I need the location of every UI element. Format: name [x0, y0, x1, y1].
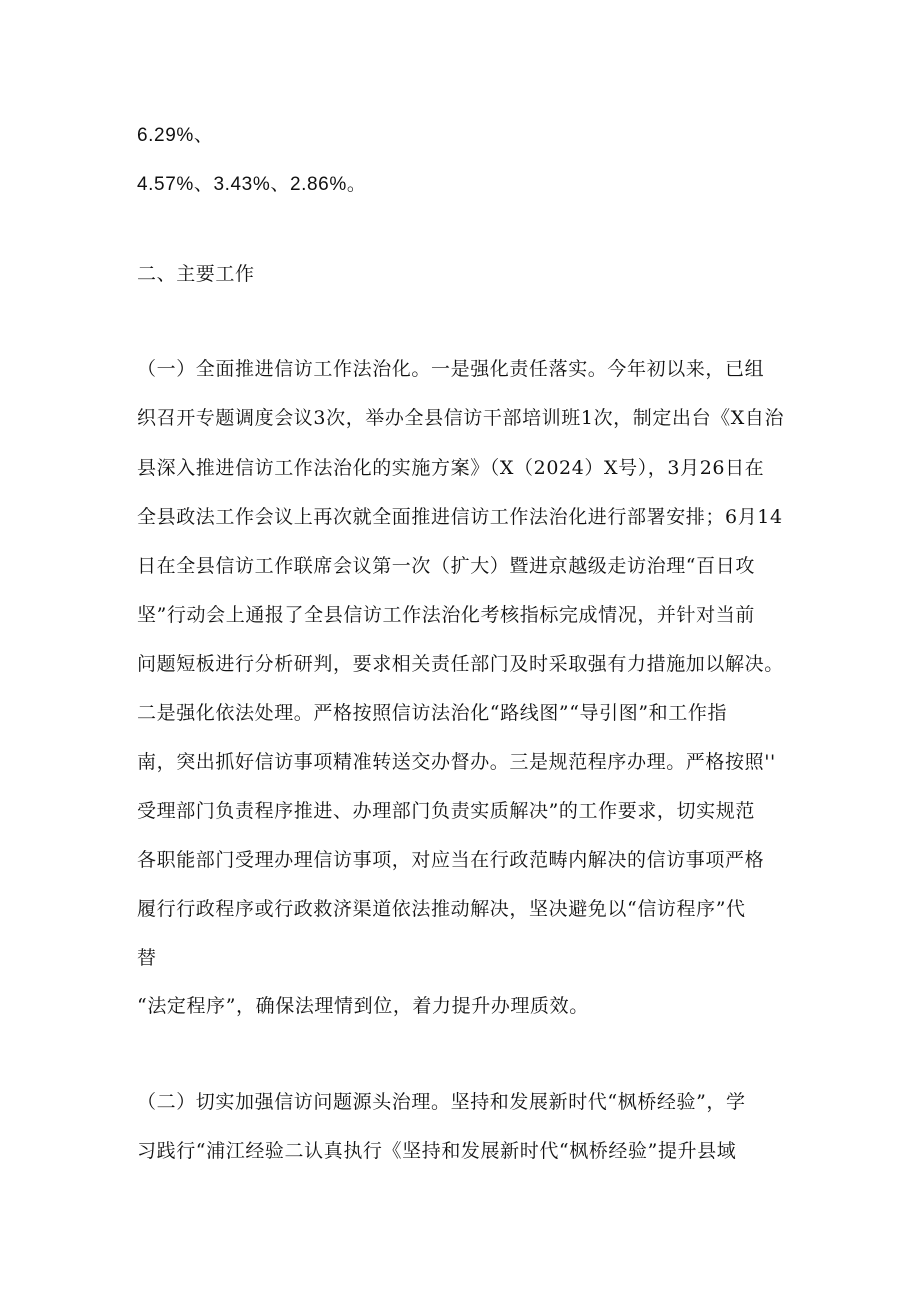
paragraph-line: 习践行“浦江经验二认真执行《坚持和发展新时代“枫桥经验”提升县域 — [137, 1140, 737, 1162]
paragraph-line: 二是强化依法处理。严格按照信访法治化“路线图”“导引图”和工作指 — [137, 702, 728, 724]
paragraph-line: 坚”行动会上通报了全县信访工作法治化考核指标完成情况，并针对当前 — [137, 604, 755, 626]
paragraph-line: （一）全面推进信访工作法治化。一是强化责任落实。今年初以来，已组 — [137, 358, 765, 380]
paragraph-line: （二）切实加强信访问题源头治理。坚持和发展新时代“枫桥经验”，学 — [137, 1091, 746, 1113]
paragraph-line: 受理部门负责程序推进、办理部门负责实质解决”的工作要求，切实规范 — [137, 800, 755, 822]
paragraph-line: 织召开专题调度会议3次，举办全县信访干部培训班1次，制定出台《X自治 — [137, 407, 785, 429]
percentage-line-1: 6.29%、 — [137, 125, 214, 146]
paragraph-line: “法定程序”，确保法理情到位，着力提升办理质效。 — [137, 995, 589, 1017]
paragraph-line: 问题短板进行分析研判，要求相关责任部门及时采取强有力措施加以解决。 — [137, 653, 784, 675]
paragraph-line: 县深入推进信访工作法治化的实施方案》（X（2024）X号），3月26日在 — [137, 457, 765, 479]
paragraph-line: 日在全县信访工作联席会议第一次（扩大）暨进京越级走访治理“百日攻 — [137, 555, 755, 577]
paragraph-line: 南，突出抓好信访事项精准转送交办督办。三是规范程序办理。严格按照'' — [137, 751, 776, 773]
section-heading: 二、主要工作 — [137, 263, 255, 285]
paragraph-line: 履行行政程序或行政救济渠道依法推动解决，坚决避免以“信访程序”代 — [137, 898, 746, 920]
paragraph-line: 替 — [137, 947, 157, 969]
paragraph-line: 全县政法工作会议上再次就全面推进信访工作法治化进行部署安排；6月14 — [137, 506, 783, 528]
paragraph-line: 各职能部门受理办理信访事项，对应当在行政范畴内解决的信访事项严格 — [137, 849, 765, 871]
percentage-line-2: 4.57%、3.43%、2.86%。 — [137, 174, 367, 195]
